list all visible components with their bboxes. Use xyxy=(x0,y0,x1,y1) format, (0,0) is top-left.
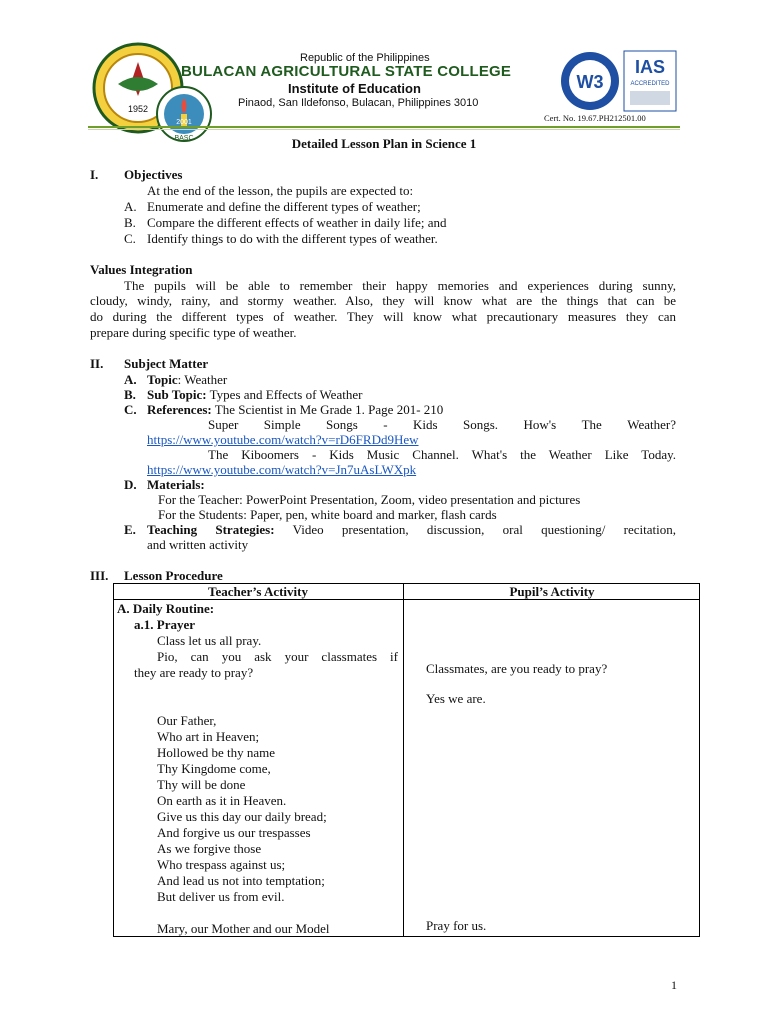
column-header-teacher: Teacher’s Activity xyxy=(207,584,308,599)
prayer-line: Our Father, xyxy=(157,713,217,728)
values-paragraph-line: prepare during specific type of weather. xyxy=(90,325,297,340)
prayer-line: Thy will be done xyxy=(157,777,246,792)
prayer-line: Hollowed be thy name xyxy=(157,745,276,760)
table-header-divider xyxy=(113,599,700,600)
procedure-heading: Lesson Procedure xyxy=(124,568,223,583)
college-name: BULACAN AGRICULTURAL STATE COLLEGE xyxy=(181,63,512,80)
accreditation-badges xyxy=(560,49,678,113)
values-paragraph-line: cloudy, windy, rainy, and stormy weather. Also, they will know what are the things that can be xyxy=(90,293,676,308)
institute-name: Institute of Education xyxy=(288,81,421,96)
topic-value: : Weather xyxy=(177,372,228,387)
republic-line: Republic of the Philippines xyxy=(300,52,430,64)
subtopic-value: Types and Effects of Weather xyxy=(206,387,363,402)
materials-label: Materials: xyxy=(147,477,205,492)
strategies-label: Teaching Strategies: xyxy=(147,522,275,537)
objective-item: Identify things to do with the different types of weather. xyxy=(147,231,438,246)
prayer-line: Give us this day our daily bread; xyxy=(157,809,327,824)
section-number-i: I. xyxy=(90,167,99,182)
prayer-line: Thy Kingdome come, xyxy=(157,761,271,776)
materials-students: For the Students: Paper, pen, white board and marker, flash cards xyxy=(158,507,497,522)
daily-routine-label: A. Daily Routine: xyxy=(117,601,215,616)
strategies-value: Video presentation, discussion, oral questioning/ recitation, xyxy=(274,522,676,537)
subject-letter: E. xyxy=(124,522,136,537)
svg-text:2001: 2001 xyxy=(176,119,192,126)
svg-text:BASC: BASC xyxy=(174,135,194,142)
prayer-line: As we forgive those xyxy=(157,841,262,856)
prayer-line: On earth as it in Heaven. xyxy=(157,793,287,808)
subject-heading: Subject Matter xyxy=(124,356,209,371)
subject-letter: B. xyxy=(124,387,136,402)
values-paragraph-line: do during the different types of weather. They will know what precautionary measures they can xyxy=(90,309,676,324)
certificate-number: Cert. No. 19.67.PH212501.00 xyxy=(544,113,646,123)
table-column-divider xyxy=(403,583,404,937)
references-label: References: xyxy=(147,402,212,417)
youtube-link-1[interactable]: https://www.youtube.com/watch?v=rD6FRDd9Hew xyxy=(147,432,419,447)
subject-letter: C. xyxy=(124,402,137,417)
document-title: Detailed Lesson Plan in Science 1 xyxy=(291,136,477,151)
prayer-line: And lead us not into temptation; xyxy=(157,873,325,888)
college-address: Pinaod, San Ildefonso, Bulacan, Philippines 3010 xyxy=(238,97,479,109)
values-paragraph-line: The pupils will be able to remember their happy memories and experiences during sunny, xyxy=(124,278,676,293)
subtopic-label: Sub Topic: xyxy=(147,387,207,402)
objective-item: Compare the different effects of weather in daily life; and xyxy=(147,215,447,230)
section-number-ii: II. xyxy=(90,356,104,371)
pupil-line: Pray for us. xyxy=(426,918,487,933)
svg-text:1952: 1952 xyxy=(127,104,149,114)
subject-letter: A. xyxy=(124,372,137,387)
subject-letter: D. xyxy=(124,477,137,492)
objective-item: Enumerate and define the different types of weather; xyxy=(147,199,421,214)
prayer-line: Who trespass against us; xyxy=(157,857,286,872)
svg-text:W3: W3 xyxy=(576,72,604,92)
teacher-line: Class let us all pray. xyxy=(157,633,262,648)
teacher-line: Mary, our Mother and our Model xyxy=(157,921,330,936)
objective-letter: C. xyxy=(124,231,136,246)
youtube-link-2[interactable]: https://www.youtube.com/watch?v=Jn7uAsLWXpk xyxy=(147,462,417,477)
strategies-value-cont: and written activity xyxy=(147,537,249,552)
pupil-line: Yes we are. xyxy=(426,691,486,706)
objective-letter: A. xyxy=(124,199,137,214)
reference-song-1: Super Simple Songs - Kids Songs. How's The Weather? xyxy=(208,417,676,432)
prayer-line: And forgive us our trespasses xyxy=(157,825,311,840)
section-number-iii: III. xyxy=(90,568,109,583)
reference-song-2: The Kiboomers - Kids Music Channel. What's the Weather Like Today. xyxy=(208,447,676,462)
column-header-pupil: Pupil’s Activity xyxy=(509,584,595,599)
header-rule-thin xyxy=(88,129,680,130)
svg-text:IAS: IAS xyxy=(634,57,666,77)
teacher-line: Pio, can you ask your classmates if xyxy=(157,649,398,664)
objective-letter: B. xyxy=(124,215,136,230)
values-heading: Values Integration xyxy=(90,262,193,277)
page-number: 1 xyxy=(671,978,677,992)
prayer-line: But deliver us from evil. xyxy=(157,889,285,904)
header-rule xyxy=(88,126,680,128)
prayer-line: Who art in Heaven; xyxy=(157,729,260,744)
reference-book: The Scientist in Me Grade 1. Page 201- 210 xyxy=(211,402,444,417)
teacher-line: they are ready to pray? xyxy=(134,665,254,680)
materials-teacher: For the Teacher: PowerPoint Presentation, Zoom, video presentation and pictures xyxy=(158,492,581,507)
prayer-label: a.1. Prayer xyxy=(134,617,196,632)
svg-text:ACCREDITED: ACCREDITED xyxy=(630,81,670,87)
objectives-heading: Objectives xyxy=(124,167,183,182)
pupil-line: Classmates, are you ready to pray? xyxy=(426,661,608,676)
topic-label: Topic xyxy=(147,372,178,387)
objectives-intro: At the end of the lesson, the pupils are expected to: xyxy=(147,183,414,198)
